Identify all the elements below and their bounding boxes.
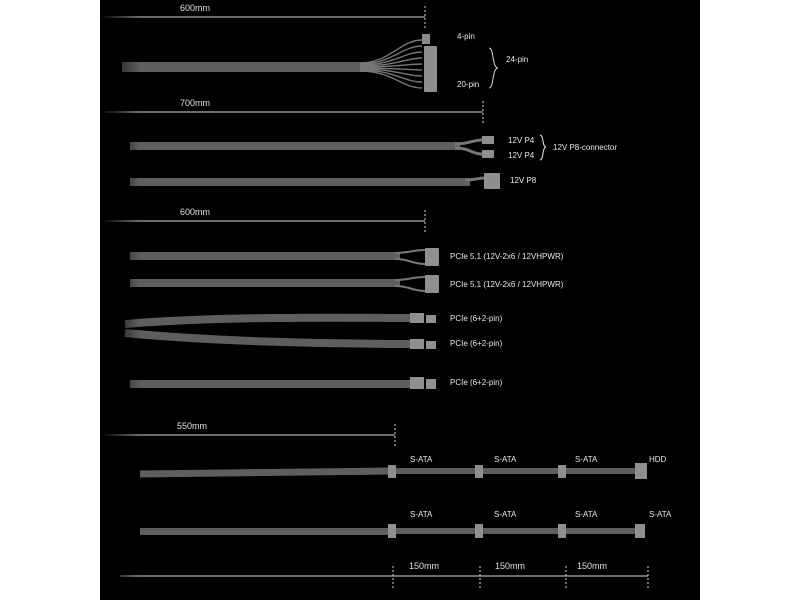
pcie-62-cable-single — [130, 377, 436, 389]
label-pcie51-1: PCIe 5.1 (12V-2x6 / 12VHPWR) — [450, 252, 564, 261]
label-20pin: 20-pin — [457, 80, 480, 89]
label-12v-p4-b: 12V P4 — [508, 151, 535, 160]
brace-p8 — [540, 135, 546, 160]
brace-24pin — [489, 48, 498, 88]
label-sata-r1-1: S-ATA — [410, 455, 433, 464]
label-sata-r2-1: S-ATA — [410, 510, 433, 519]
label-12v-p8: 12V P8 — [510, 176, 537, 185]
label-pcie-62-2: PCIe (6+2-pin) — [450, 339, 503, 348]
label-4pin: 4-pin — [457, 32, 475, 41]
cable-drawing — [100, 0, 700, 600]
dim-cpu-length: 700mm — [180, 98, 211, 108]
label-sata-r2-4: S-ATA — [649, 510, 672, 519]
dim-pcie-length: 600mm — [180, 207, 211, 217]
pcie51-cable-1 — [130, 248, 439, 266]
atx-24pin-cable — [122, 34, 437, 92]
cpu-p8-cable — [130, 173, 500, 189]
dim-sata-spacing-3: 150mm — [577, 561, 608, 571]
label-pcie-62-1: PCIe (6+2-pin) — [450, 314, 503, 323]
dimension-lines — [100, 6, 648, 588]
sata-cable-1 — [140, 463, 647, 479]
cpu-p8-split-cable — [130, 136, 494, 158]
label-hdd: HDD — [649, 455, 667, 464]
label-sata-r1-3: S-ATA — [575, 455, 598, 464]
label-pcie51-2: PCIe 5.1 (12V-2x6 / 12VHPWR) — [450, 280, 564, 289]
label-24pin: 24-pin — [506, 55, 529, 64]
label-12v-p4-a: 12V P4 — [508, 136, 535, 145]
pcie51-cable-2 — [130, 275, 439, 293]
dim-sata-spacing-2: 150mm — [495, 561, 526, 571]
dim-atx-length: 600mm — [180, 3, 211, 13]
label-sata-r2-3: S-ATA — [575, 510, 598, 519]
cable-diagram — [100, 0, 700, 600]
label-12v-p8-connector: 12V P8-connector — [553, 143, 618, 152]
dim-sata-length: 550mm — [177, 421, 208, 431]
sata-cable-2 — [140, 524, 645, 538]
label-sata-r2-2: S-ATA — [494, 510, 517, 519]
label-sata-r1-2: S-ATA — [494, 455, 517, 464]
label-pcie-62-3: PCIe (6+2-pin) — [450, 378, 503, 387]
dim-sata-spacing-1: 150mm — [409, 561, 440, 571]
pcie-62-cable-pair — [125, 313, 436, 349]
